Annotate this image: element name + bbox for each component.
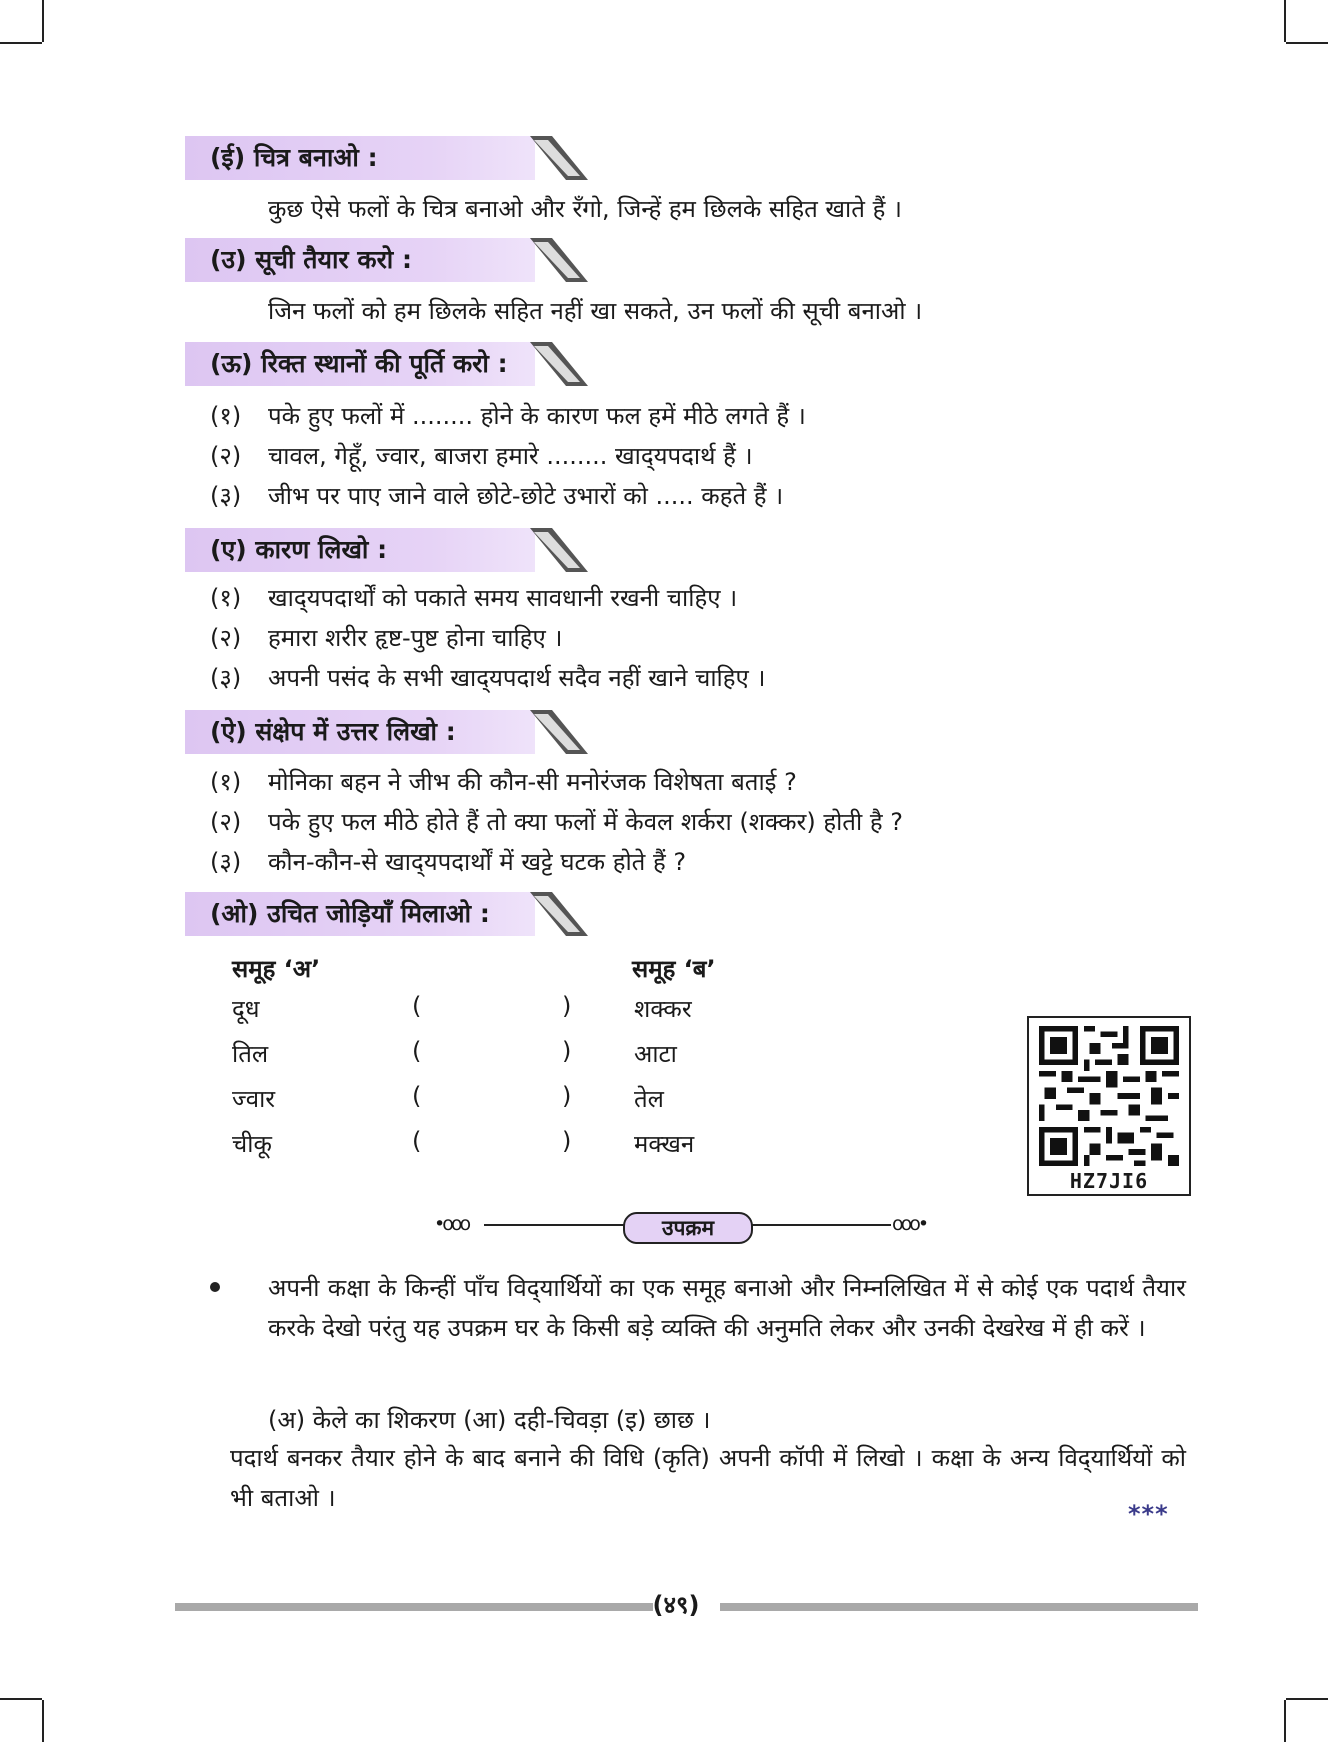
crop-mark-bottom-right-v bbox=[1284, 1700, 1286, 1742]
ornament-rings-left: •ooo bbox=[434, 1213, 469, 1235]
crop-mark-bottom-left-h bbox=[0, 1698, 42, 1700]
group-a-heading: समूह ‘अ’ bbox=[232, 955, 321, 983]
section-header-bevel bbox=[530, 710, 590, 754]
section-title-matching: (ओ) उचित जोड़ियाँ मिलाओ : bbox=[210, 899, 490, 928]
list-item bbox=[210, 398, 806, 434]
section-title-fill-blanks: (ऊ) रिक्त स्थानों की पूर्ति करो : bbox=[210, 349, 508, 378]
crop-mark-top-right-v bbox=[1284, 0, 1286, 42]
footer-bar-right bbox=[720, 1603, 1198, 1611]
bullet-point bbox=[210, 1282, 220, 1292]
crop-mark-top-left-h bbox=[0, 42, 42, 44]
match-item-b: मक्खन bbox=[634, 1130, 695, 1158]
list-item bbox=[210, 660, 766, 696]
section-header-bevel bbox=[530, 136, 590, 180]
page-number: (४९) bbox=[652, 1591, 700, 1619]
crop-mark-bottom-left-v bbox=[42, 1700, 44, 1742]
list-item bbox=[210, 478, 783, 514]
qr-code-pattern bbox=[1039, 1026, 1179, 1166]
match-close-paren: ) bbox=[562, 1082, 572, 1110]
list-item bbox=[210, 580, 737, 616]
list-item bbox=[210, 764, 797, 800]
item-number: (२) bbox=[210, 808, 242, 836]
item-number: (१) bbox=[210, 584, 242, 612]
match-close-paren: ) bbox=[562, 992, 572, 1020]
crop-mark-bottom-right-h bbox=[1286, 1698, 1328, 1700]
section-header-bevel bbox=[530, 528, 590, 572]
section-title-draw: (ई) चित्र बनाओ : bbox=[210, 143, 378, 172]
match-item-b: आटा bbox=[634, 1040, 677, 1068]
match-item-a: दूध bbox=[232, 995, 260, 1023]
activity-paragraph: अपनी कक्षा के किन्हीं पाँच विद्‌यार्थियों का एक समूह बनाओ और निम्नलिखित में से कोई एक पदार्थ तैयार करके देखो परंतु यह उपक्रम घर के किसी बड़े व्यक्ति की अनुमति लेकर और उनकी देखरेख में ही करें । bbox=[268, 1274, 1186, 1342]
match-open-paren: ( bbox=[412, 1082, 422, 1110]
item-number: (२) bbox=[210, 624, 242, 652]
match-item-b: तेल bbox=[634, 1085, 664, 1113]
ornament-rings-right: ooo• bbox=[892, 1213, 927, 1235]
qr-code[interactable] bbox=[1027, 1016, 1191, 1196]
section-text-draw: कुछ ऐसे फलों के चित्र बनाओ और रँगो, जिन्हें हम छिलके सहित खाते हैं । bbox=[268, 195, 903, 223]
activity-options: (अ) केले का शिकरण (आ) दही-चिवड़ा (इ) छाछ । bbox=[268, 1406, 711, 1434]
match-close-paren: ) bbox=[562, 1127, 572, 1155]
section-header-bevel bbox=[530, 892, 590, 936]
section-title-list: (उ) सूची तैयार करो : bbox=[210, 245, 412, 274]
qr-code-label: HZ7JI6 bbox=[1069, 1169, 1149, 1193]
item-number: (१) bbox=[210, 402, 242, 430]
activity-instructions: पदार्थ बनकर तैयार होने के बाद बनाने की विधि (कृति) अपनी कॉपी में लिखो । कक्षा के अन्य विद्‌यार्थियों को भी बताओ । bbox=[230, 1444, 1186, 1512]
list-item bbox=[210, 438, 753, 474]
activity-heading: उपक्रम bbox=[623, 1212, 753, 1244]
match-close-paren: ) bbox=[562, 1037, 572, 1065]
match-open-paren: ( bbox=[412, 1037, 422, 1065]
crop-mark-top-left-v bbox=[42, 0, 44, 42]
match-item-b: शक्कर bbox=[634, 995, 692, 1023]
list-item bbox=[210, 844, 686, 880]
item-text: हमारा शरीर हृष्ट-पुष्ट होना चाहिए । bbox=[268, 624, 563, 652]
item-number: (२) bbox=[210, 442, 242, 470]
section-text-list: जिन फलों को हम छिलके सहित नहीं खा सकते, उन फलों की सूची बनाओ । bbox=[268, 297, 923, 325]
crop-mark-top-right-h bbox=[1286, 42, 1328, 44]
list-item bbox=[210, 804, 903, 840]
item-text: खाद्‌यपदार्थों को पकाते समय सावधानी रखनी चाहिए । bbox=[268, 584, 738, 612]
list-item bbox=[210, 620, 562, 656]
item-text: चावल, गेहूँ, ज्वार, बाजरा हमारे ........ खाद्‌यपदार्थ हैं । bbox=[268, 442, 753, 470]
match-item-a: तिल bbox=[232, 1040, 269, 1068]
item-number: (३) bbox=[210, 848, 242, 876]
footer-bar-left bbox=[175, 1603, 653, 1611]
match-open-paren: ( bbox=[412, 1127, 422, 1155]
item-text: अपनी पसंद के सभी खाद्‌यपदार्थ सदैव नहीं खाने चाहिए । bbox=[268, 664, 766, 692]
item-text: पके हुए फलों में ........ होने के कारण फल हमें मीठे लगते हैं । bbox=[268, 402, 806, 430]
match-open-paren: ( bbox=[412, 992, 422, 1020]
item-text: कौन-कौन-से खाद्‌यपदार्थों में खट्टे घटक होते हैं ? bbox=[268, 848, 687, 876]
ornament-line-left bbox=[484, 1224, 624, 1226]
section-header-bevel bbox=[530, 238, 590, 282]
ornament-line-right bbox=[751, 1224, 891, 1226]
item-text: पके हुए फल मीठे होते हैं तो क्या फलों में केवल शर्करा (शक्कर) होती है ? bbox=[268, 808, 903, 836]
end-mark: *** bbox=[1128, 1500, 1169, 1528]
item-number: (३) bbox=[210, 482, 242, 510]
section-header-bevel bbox=[530, 342, 590, 386]
group-b-heading: समूह ‘ब’ bbox=[632, 955, 716, 983]
item-text: मोनिका बहन ने जीभ की कौन-सी मनोरंजक विशेषता बताई ? bbox=[268, 768, 797, 796]
item-number: (१) bbox=[210, 768, 242, 796]
section-title-brief-answers: (ऐ) संक्षेप में उत्तर लिखो : bbox=[210, 717, 456, 746]
item-number: (३) bbox=[210, 664, 242, 692]
item-text: जीभ पर पाए जाने वाले छोटे-छोटे उभारों को ..... कहते हैं । bbox=[268, 482, 784, 510]
match-item-a: चीकू bbox=[232, 1130, 272, 1158]
match-item-a: ज्वार bbox=[232, 1085, 276, 1113]
section-title-reasons: (ए) कारण लिखो : bbox=[210, 535, 388, 564]
